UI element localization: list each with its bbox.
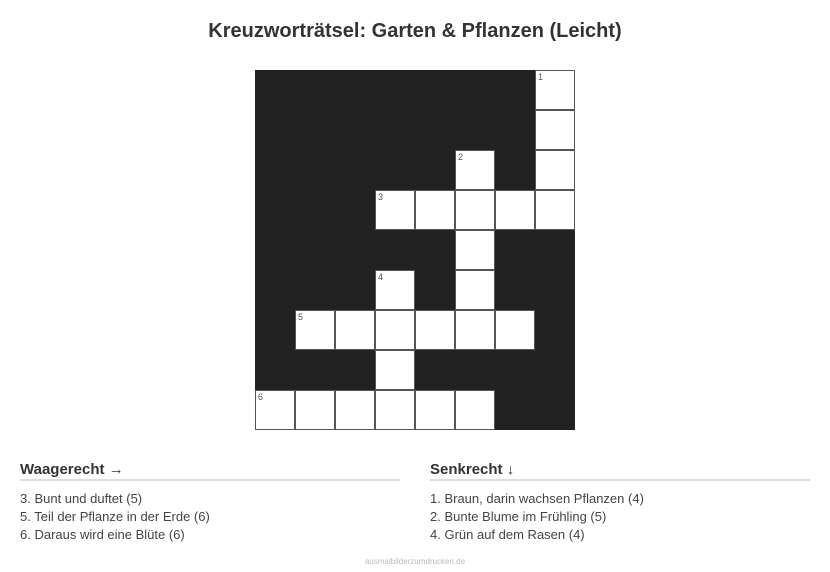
crossword-cell[interactable]: [375, 310, 415, 350]
crossword-cell[interactable]: [375, 350, 415, 390]
crossword-cell[interactable]: [295, 390, 335, 430]
crossword-cell[interactable]: [495, 310, 535, 350]
down-clue: 2. Bunte Blume im Frühling (5): [430, 509, 607, 524]
crossword-cell[interactable]: [535, 110, 575, 150]
clue-number: 4: [378, 272, 384, 282]
across-clue: 5. Teil der Pflanze in der Erde (6): [20, 509, 210, 524]
crossword-cell[interactable]: [415, 390, 455, 430]
crossword-cell[interactable]: [255, 390, 295, 430]
clue-number: 1: [538, 72, 544, 82]
crossword-cell[interactable]: [455, 390, 495, 430]
crossword-cell[interactable]: [295, 310, 335, 350]
clue-number: 6: [258, 392, 264, 402]
crossword-cell[interactable]: [375, 190, 415, 230]
clue-number: 5: [298, 312, 304, 322]
crossword-cell[interactable]: [375, 270, 415, 310]
across-clue: 6. Daraus wird eine Blüte (6): [20, 527, 185, 542]
crossword-cell[interactable]: [535, 70, 575, 110]
crossword-cell[interactable]: [535, 150, 575, 190]
across-clue: 3. Bunt und duftet (5): [20, 491, 143, 506]
across-heading: Waagerecht →: [20, 462, 400, 481]
clue-number: 3: [378, 192, 384, 202]
crossword-grid: [255, 70, 575, 430]
across-clues: [20, 462, 400, 544]
crossword-cell[interactable]: [495, 190, 535, 230]
down-heading: Senkrecht ↓: [430, 462, 810, 481]
crossword-cell[interactable]: [335, 390, 375, 430]
down-clue: 1. Braun, darin wachsen Pflanzen (4): [430, 491, 644, 506]
crossword-cell[interactable]: [455, 150, 495, 190]
footer-source: ausmalbilderzumdrucken.de: [364, 557, 466, 566]
page-title: Kreuzworträtsel: Garten & Pflanzen (Leicht): [208, 20, 622, 42]
crossword-cell[interactable]: [335, 310, 375, 350]
crossword-cell[interactable]: [415, 190, 455, 230]
crossword-cell[interactable]: [415, 310, 455, 350]
down-clues: [430, 462, 810, 544]
clue-number: 2: [458, 152, 464, 162]
crossword-cell[interactable]: [375, 390, 415, 430]
down-clue: 4. Grün auf dem Rasen (4): [430, 527, 585, 542]
crossword-cell[interactable]: [535, 190, 575, 230]
crossword-cell[interactable]: [455, 310, 495, 350]
crossword-cell[interactable]: [455, 270, 495, 310]
crossword-cell[interactable]: [455, 230, 495, 270]
crossword-cell[interactable]: [455, 190, 495, 230]
